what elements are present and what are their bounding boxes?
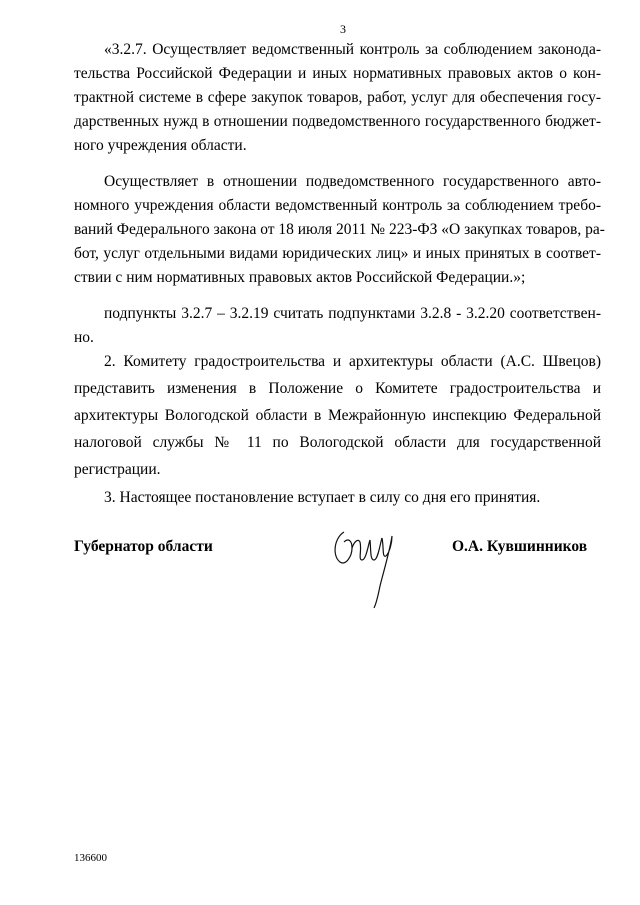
paragraph-1-line: тельства Российской Федерации и иных нормативных правовых актов о кон-: [74, 65, 601, 82]
signatory-position: Губернатор области: [74, 538, 213, 555]
paragraph-4-line: архитектуры Вологодской области в Межрайонную инспекцию Федеральной: [74, 407, 601, 424]
paragraph-2-line: Осуществляет в отношении подведомственного государственного авто-: [104, 173, 601, 190]
page-number: 3: [340, 22, 346, 36]
handwritten-signature: [330, 520, 410, 610]
paragraph-5-line: 3. Настоящее постановление вступает в силу со дня его принятия.: [104, 489, 541, 506]
paragraph-1-line: ного учреждения области.: [74, 137, 247, 154]
document-number: 136600: [74, 852, 107, 864]
paragraph-2-line: ваний Федерального закона от 18 июля 2011 № 223-ФЗ «О закупках товаров, ра-: [74, 221, 605, 238]
paragraph-2-line: бот, услуг отдельными видами юридических лиц» и иных принятых в соответ-: [74, 245, 601, 262]
paragraph-4-line: 2. Комитету градостроительства и архитектуры области (А.С. Швецов): [104, 353, 601, 370]
paragraph-3-line: подпункты 3.2.7 – 3.2.19 считать подпунктами 3.2.8 - 3.2.20 соответствен-: [104, 305, 601, 322]
paragraph-4-line: налоговой службы № 11 по Вологодской области для государственной: [74, 434, 601, 451]
paragraph-4-line: представить изменения в Положение о Комитете градостроительства и: [74, 380, 601, 397]
paragraph-2-line: ствии с ним нормативных правовых актов Российской Федерации.»;: [74, 269, 526, 286]
paragraph-1-line: трактной системе в сфере закупок товаров, работ, услуг для обеспечения госу-: [74, 89, 601, 106]
paragraph-4-line: регистрации.: [74, 461, 161, 478]
paragraph-3-line: но.: [74, 329, 94, 346]
paragraph-1-line: «3.2.7. Осуществляет ведомственный контроль за соблюдением законода-: [104, 41, 601, 58]
signatory-name: О.А. Кувшинников: [452, 538, 588, 555]
paragraph-1-line: дарственных нужд в отношении подведомственного государственного бюджет-: [74, 113, 601, 130]
paragraph-2-line: номного учреждения области ведомственный контроль за соблюдением требо-: [74, 197, 601, 214]
